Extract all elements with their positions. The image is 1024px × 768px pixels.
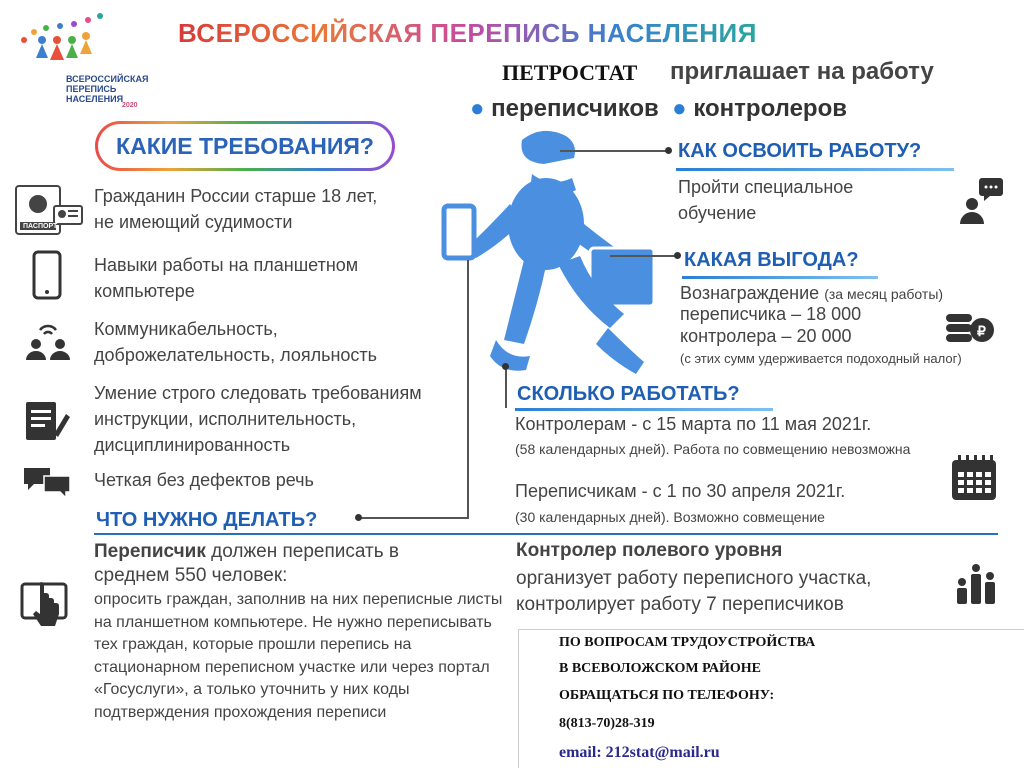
roles-line bbox=[470, 95, 847, 123]
training-heading: КАК ОСВОИТЬ РАБОТУ? bbox=[678, 140, 922, 162]
chat-icon bbox=[22, 466, 72, 505]
requirement-item: Умение строго следовать требованиям инструкции, исполнительность, дисциплинированность bbox=[94, 383, 422, 455]
heading-underline bbox=[515, 408, 773, 411]
benefit-heading: КАКАЯ ВЫГОДА? bbox=[684, 249, 859, 271]
benefit-reward-note: (за месяц работы) bbox=[824, 286, 944, 302]
controller-title: Контролер полевого уровня bbox=[516, 540, 783, 561]
page-title: ВСЕРОССИЙСКАЯ ПЕРЕПИСЬ НАСЕЛЕНИЯ bbox=[178, 18, 757, 48]
logo-text: ВСЕРОССИЙСКАЯ ПЕРЕПИСЬ НАСЕЛЕНИЯ bbox=[66, 74, 149, 104]
benefit-reward: Вознаграждение bbox=[680, 283, 820, 303]
role-controllers: контролеров bbox=[693, 95, 847, 122]
enumerator-description: опросить граждан, заполнив на них переписные листы на планшетном компьютере. Не нужно переписывать тех граждан, которые прошли перепись на стационарном переписном участке или через портал «Госуслуги», а только уточнить у них коды подтверждения прохождения переписи bbox=[94, 591, 503, 721]
people-chart-icon bbox=[954, 562, 998, 611]
contact-line2: В ВСЕВОЛОЖСКОМ РАЙОНЕ bbox=[559, 661, 762, 676]
contact-line3: ОБРАЩАТЬСЯ ПО ТЕЛЕФОНУ: bbox=[559, 688, 775, 703]
heading-underline bbox=[676, 168, 954, 171]
connector-line bbox=[560, 150, 668, 152]
passport-label: ПАСПОРТ bbox=[23, 223, 58, 230]
document-pen-icon bbox=[24, 398, 72, 447]
contact-email[interactable]: email: 212stat@mail.ru bbox=[559, 744, 720, 761]
benefit-enumerator: переписчика – 18 000 bbox=[680, 304, 862, 324]
connector-dot bbox=[674, 252, 681, 259]
requirement-item: Четкая без дефектов речь bbox=[94, 470, 314, 490]
controller-description: организует работу переписного участка, контролирует работу 7 переписчиков bbox=[516, 568, 872, 615]
person-speech-icon bbox=[956, 176, 1004, 231]
logo-people-icon bbox=[14, 10, 124, 75]
connector-line bbox=[467, 260, 469, 518]
tablet-icon bbox=[32, 250, 62, 305]
connector-line bbox=[610, 255, 676, 257]
coins-ruble-icon bbox=[944, 306, 996, 351]
tablet-touch-icon bbox=[20, 580, 70, 635]
connector-dot bbox=[502, 363, 509, 370]
section-divider bbox=[94, 533, 998, 535]
bullet-icon: ● bbox=[470, 95, 485, 122]
contact-line1: ПО ВОПРОСАМ ТРУДОУСТРОЙСТВА bbox=[559, 635, 816, 650]
connector-line bbox=[505, 368, 507, 408]
invite-text: приглашает на работу bbox=[670, 58, 934, 85]
calendar-icon bbox=[950, 454, 998, 507]
duration-controllers-note: (58 календарных дней). Работа по совмещению невозможна bbox=[515, 441, 911, 457]
benefit-note: (с этих сумм удерживается подоходный налог) bbox=[680, 351, 962, 366]
bullet-icon: ● bbox=[672, 95, 687, 122]
requirements-heading-label: КАКИЕ ТРЕБОВАНИЯ? bbox=[98, 124, 392, 168]
contact-phone: 8(813-70)28-319 bbox=[559, 716, 655, 731]
contact-box bbox=[518, 629, 1024, 768]
organization-name: ПЕТРОСТАТ bbox=[502, 60, 638, 85]
training-text: Пройти специальное обучение bbox=[678, 177, 854, 223]
role-enumerators: переписчиков bbox=[491, 95, 659, 122]
logo-year: 2020 bbox=[122, 102, 138, 109]
connector-line bbox=[360, 517, 469, 519]
benefit-line1 bbox=[680, 283, 943, 304]
people-wifi-icon bbox=[24, 322, 72, 367]
requirement-item: Гражданин России старше 18 лет, не имеющий судимости bbox=[94, 186, 378, 232]
requirement-item: Навыки работы на планшетном компьютере bbox=[94, 255, 359, 301]
todo-heading: ЧТО НУЖНО ДЕЛАТЬ? bbox=[96, 509, 318, 531]
svg-text:₽: ₽ bbox=[977, 323, 986, 339]
duration-enumerators-note: (30 календарных дней). Возможно совмещение bbox=[515, 509, 825, 525]
enumerator-title-bold: Переписчик bbox=[94, 541, 206, 562]
connector-dot bbox=[355, 514, 362, 521]
requirement-item: Коммуникабельность, доброжелательность, лояльность bbox=[94, 319, 378, 365]
heading-underline bbox=[682, 276, 878, 279]
duration-enumerators: Переписчикам - с 1 по 30 апреля 2021г. bbox=[515, 481, 846, 501]
duration-controllers: Контролерам - с 15 марта по 11 мая 2021г. bbox=[515, 414, 872, 434]
passport-icon bbox=[14, 182, 86, 243]
connector-dot bbox=[665, 147, 672, 154]
duration-heading: СКОЛЬКО РАБОТАТЬ? bbox=[517, 383, 740, 405]
enumerator-title-rest: должен переписать в среднем 550 человек: bbox=[94, 541, 400, 586]
benefit-controller: контролера – 20 000 bbox=[680, 326, 852, 346]
enumerator-title bbox=[94, 540, 454, 588]
requirements-heading bbox=[95, 121, 395, 171]
